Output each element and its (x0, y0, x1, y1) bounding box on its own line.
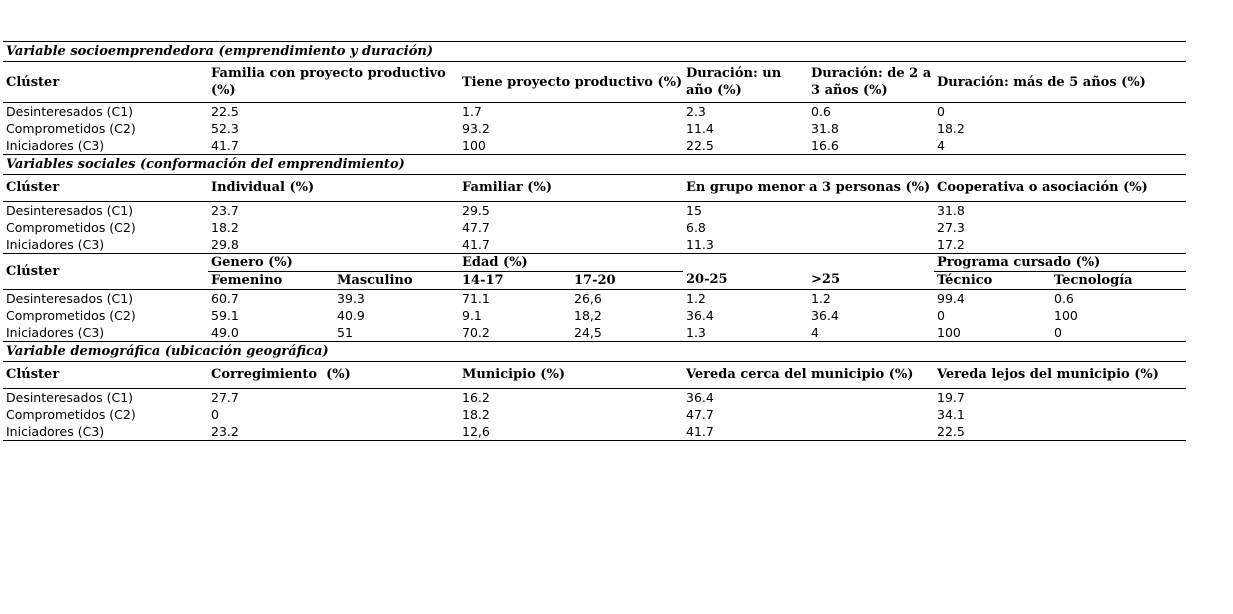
section4-title-row (3, 342, 1186, 362)
cell: 60.7 (211, 291, 239, 306)
cell: 24,5 (571, 324, 683, 342)
cluster-name: Desinteresados (C1) (6, 203, 134, 218)
section3-sub-17-20: 17-20 (571, 272, 683, 290)
section1-header-familia: Familia con proyecto productivo (%) (208, 62, 459, 103)
cell: 22.5 (934, 423, 1186, 441)
cell: 1.7 (462, 104, 482, 119)
section3-group-row (3, 254, 1186, 272)
cell: 11.3 (683, 236, 934, 254)
cell: 100 (459, 137, 683, 155)
section3-sub-gt25: >25 (808, 272, 934, 290)
section3-sub-masculino: Masculino (334, 272, 459, 290)
section2-header-cooperativa: Cooperativa o asociación (%) (934, 175, 1186, 202)
section3-sub-tecnologia: Tecnología (1051, 272, 1186, 290)
section3-sub-20-25: 20-25 (683, 272, 808, 290)
table-row (3, 202, 1186, 220)
cell: 51 (334, 324, 459, 342)
cell: 93.2 (462, 121, 490, 136)
section3-sub-14-17: 14-17 (459, 272, 571, 290)
section1-header-cluster: Clúster (3, 62, 208, 103)
cell: 1.3 (683, 324, 808, 342)
section4-title: Variable demográfica (ubicación geográfica) (3, 342, 1186, 362)
section2-header-grupo: En grupo menor a 3 personas (%) (683, 175, 934, 202)
section2-header-familiar: Familiar (%) (459, 175, 683, 202)
cell: 27.3 (937, 220, 965, 235)
cell: 4 (934, 137, 1186, 155)
cell: 36.4 (686, 390, 714, 405)
table-row (3, 103, 1186, 121)
cell: 19.7 (937, 390, 965, 405)
cell: 15 (686, 203, 702, 218)
cell: 59.1 (211, 308, 239, 323)
cell: 17.2 (934, 236, 1186, 254)
cell: 27.7 (211, 390, 239, 405)
cell: 11.4 (686, 121, 714, 136)
cell: 47.7 (686, 407, 714, 422)
cell: 1.2 (811, 291, 831, 306)
cell: 100 (934, 324, 1051, 342)
cell: 4 (808, 324, 934, 342)
cluster-name: Desinteresados (C1) (6, 390, 134, 405)
section4-header-cluster: Clúster (3, 362, 208, 389)
section1-header-tiene: Tiene proyecto productivo (%) (459, 62, 683, 103)
section2-header-cluster: Clúster (3, 175, 208, 202)
cluster-name: Desinteresados (C1) (6, 291, 134, 306)
cell: 41.7 (683, 423, 934, 441)
cluster-name: Iniciadores (C3) (3, 423, 208, 441)
cell: 1.2 (686, 291, 706, 306)
section1-title-row (3, 42, 1186, 62)
section3-group-edad: Edad (%) (459, 254, 683, 272)
section1-header-row (3, 62, 1186, 103)
cell: 29.5 (462, 203, 490, 218)
cell: 34.1 (937, 407, 965, 422)
section2-header-individual: Individual (%) (208, 175, 459, 202)
table-row (3, 137, 1186, 155)
cluster-name: Iniciadores (C3) (3, 324, 208, 342)
cell: 23.7 (211, 203, 239, 218)
table-row (3, 219, 1186, 236)
section4-header-vereda-lejos: Vereda lejos del municipio (%) (934, 362, 1186, 389)
section4-header-corregimiento: Corregimiento (%) (208, 362, 459, 389)
cluster-name: Comprometidos (C2) (6, 407, 136, 422)
cell: 36.4 (811, 308, 839, 323)
section2-title-row (3, 155, 1186, 175)
table-row (3, 423, 1186, 441)
cell: 16.2 (462, 390, 490, 405)
table-row (3, 307, 1186, 324)
table-row (3, 120, 1186, 137)
section4-header-vereda-cerca: Vereda cerca del municipio (%) (683, 362, 934, 389)
cell: 22.5 (211, 104, 239, 119)
table-row (3, 389, 1186, 407)
cell: 18,2 (574, 308, 602, 323)
cluster-name: Comprometidos (C2) (6, 220, 136, 235)
cell: 12,6 (459, 423, 683, 441)
section1-title: Variable socioemprendedora (emprendimiento y duración) (3, 42, 1186, 62)
cell: 0 (211, 407, 219, 422)
cell: 16.6 (808, 137, 934, 155)
section3-sub-tecnico: Técnico (934, 272, 1051, 290)
cluster-name: Iniciadores (C3) (3, 236, 208, 254)
cluster-name: Desinteresados (C1) (6, 104, 134, 119)
cell: 26,6 (574, 291, 602, 306)
cell: 0 (937, 308, 945, 323)
cell: 0.6 (811, 104, 831, 119)
cluster-name: Comprometidos (C2) (6, 308, 136, 323)
cell: 6.8 (686, 220, 706, 235)
cell: 36.4 (686, 308, 714, 323)
cell: 39.3 (337, 291, 365, 306)
section3-group-genero: Genero (%) (208, 254, 459, 272)
section1-header-2-3-anos: Duración: de 2 a 3 años (%) (808, 62, 934, 103)
cell: 0 (1051, 324, 1186, 342)
cell: 29.8 (208, 236, 459, 254)
cell: 31.8 (811, 121, 839, 136)
cell: 0.6 (1054, 291, 1074, 306)
cell: 100 (1054, 308, 1078, 323)
cell: 52.3 (211, 121, 239, 136)
cluster-name: Comprometidos (C2) (6, 121, 136, 136)
cell: 70.2 (459, 324, 571, 342)
section4-header-municipio: Municipio (%) (459, 362, 683, 389)
cell: 9.1 (462, 308, 482, 323)
cell: 23.2 (208, 423, 459, 441)
cell: 2.3 (686, 104, 706, 119)
section4-header-row (3, 362, 1186, 389)
cell: 47.7 (462, 220, 490, 235)
cluster-results-table (3, 41, 1186, 441)
cell: 18.2 (937, 121, 965, 136)
section2-title: Variables sociales (conformación del emprendimiento) (3, 155, 1186, 175)
cell: 18.2 (462, 407, 490, 422)
cell: 0 (937, 104, 945, 119)
section2-header-row (3, 175, 1186, 202)
cell: 40.9 (337, 308, 365, 323)
cell: 71.1 (462, 291, 490, 306)
results-table-page (3, 41, 1186, 441)
section1-header-un-ano: Duración: un año (%) (683, 62, 808, 103)
cell: 49.0 (208, 324, 334, 342)
section3-group-empty (683, 254, 934, 272)
section3-header-cluster: Clúster (3, 254, 208, 290)
section3-group-programa: Programa cursado (%) (934, 254, 1186, 272)
cell: 22.5 (683, 137, 808, 155)
cell: 18.2 (211, 220, 239, 235)
cell: 31.8 (937, 203, 965, 218)
cell: 41.7 (459, 236, 683, 254)
cell: 99.4 (937, 291, 965, 306)
section1-header-mas-5: Duración: más de 5 años (%) (934, 62, 1186, 103)
cell: 41.7 (208, 137, 459, 155)
table-row (3, 324, 1186, 342)
cluster-name: Iniciadores (C3) (3, 137, 208, 155)
table-row (3, 290, 1186, 308)
table-row (3, 406, 1186, 423)
table-row (3, 236, 1186, 254)
section3-sub-femenino: Femenino (208, 272, 334, 290)
